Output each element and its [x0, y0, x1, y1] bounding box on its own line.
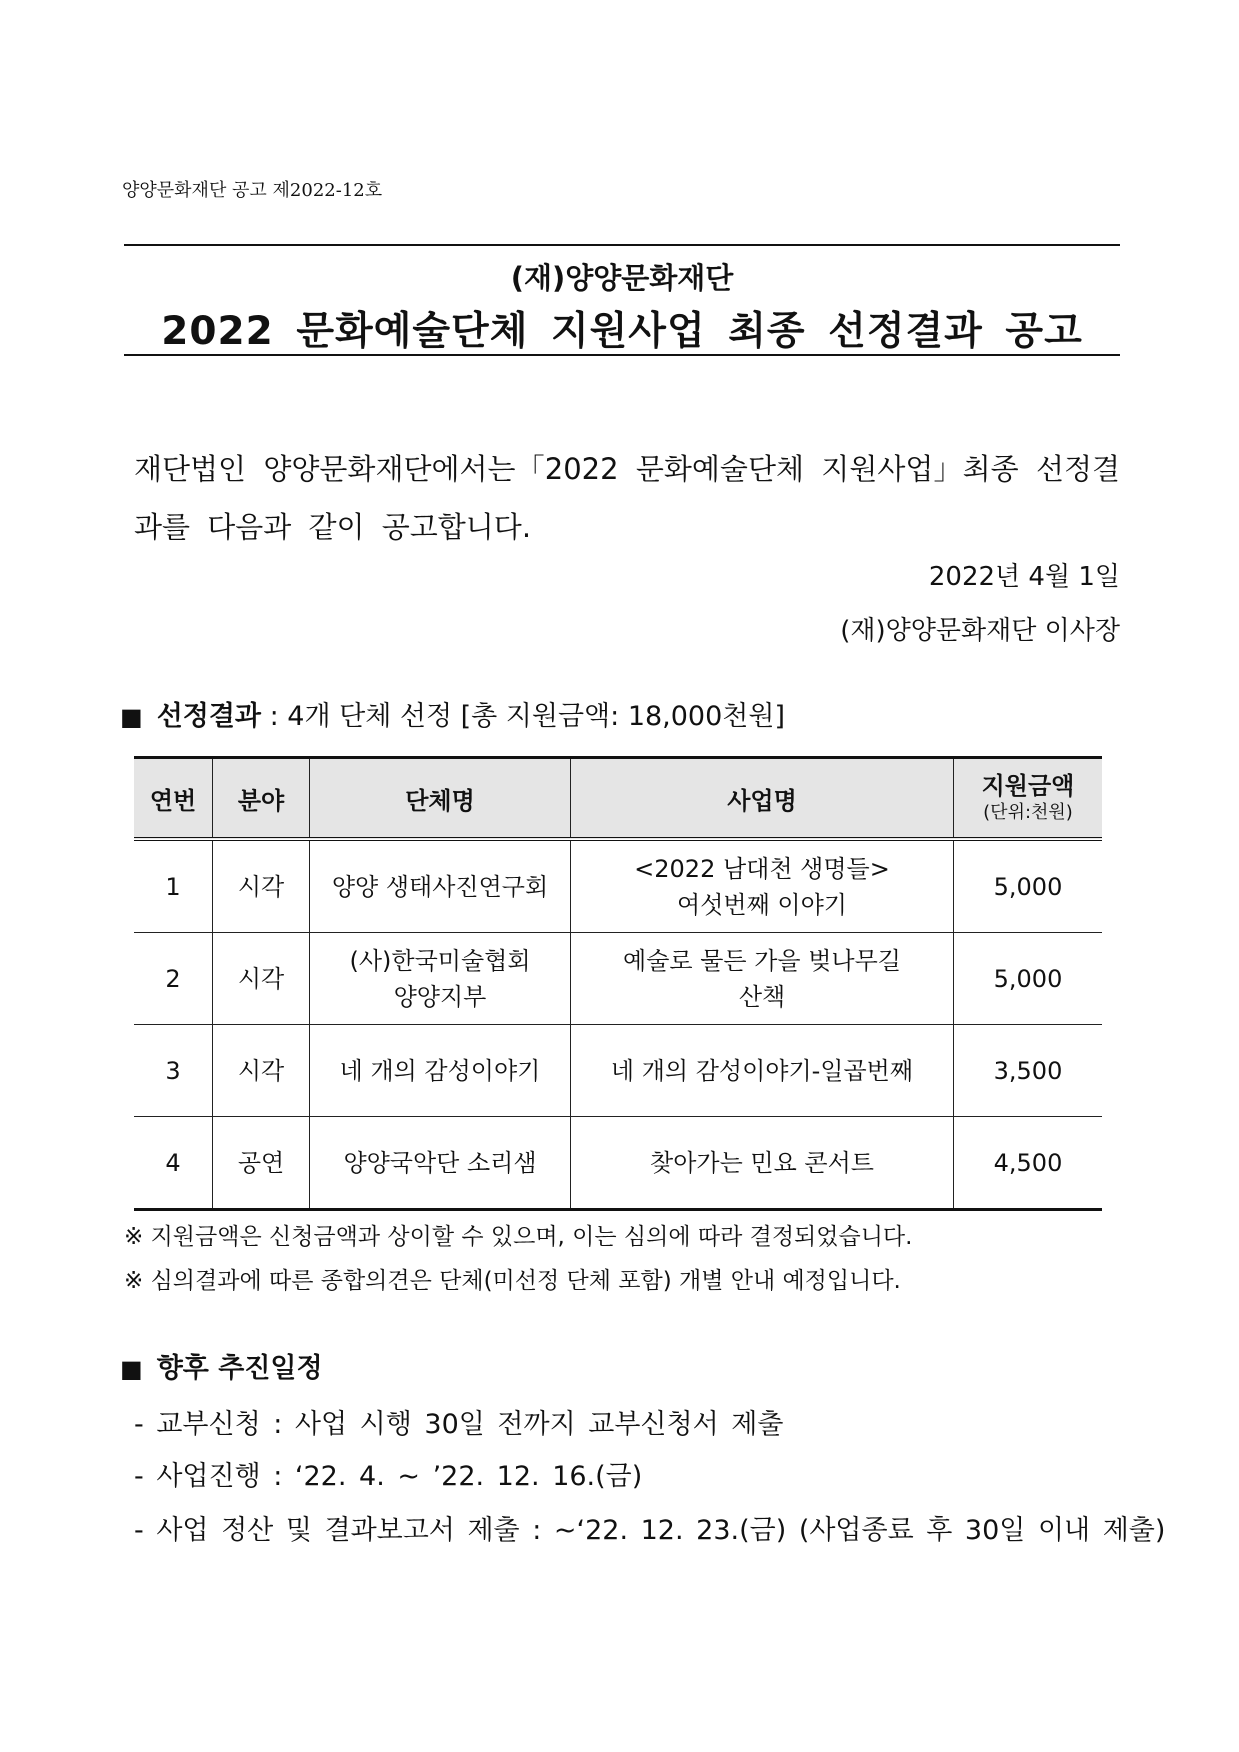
notice-date: 2022년 4월 1일 — [928, 562, 1120, 592]
group-line: (사)한국미술협회 — [349, 946, 531, 975]
schedule-item: - 교부신청 : 사업 시행 30일 전까지 교부신청서 제출 — [134, 1409, 784, 1440]
col-field-header: 분야 — [213, 758, 310, 840]
col-no-header: 연번 — [134, 758, 213, 840]
group-line: 양양지부 — [393, 982, 487, 1011]
intro-paragraph: 재단법인 양양문화재단에서는「2022 문화예술단체 지원사업」최종 선정결과를 다음과 같이 공고합니다. — [134, 452, 1120, 544]
note-opinion: ※ 심의결과에 따른 종합의견은 단체(미선정 단체 포함) 개별 안내 예정입니다. — [124, 1268, 901, 1294]
org-title: (재)양양문화재단 — [510, 261, 734, 295]
row-amount: 4,500 — [954, 1117, 1103, 1210]
row-field: 시각 — [213, 1025, 310, 1117]
row-group — [310, 933, 571, 1025]
col-amount-header — [954, 758, 1103, 840]
project-line: <2022 남대천 생명들> — [634, 854, 890, 883]
square-bullet-icon: ■ — [120, 703, 143, 731]
schedule-heading — [120, 1346, 323, 1385]
col-group-header: 단체명 — [310, 758, 571, 840]
row-group — [310, 839, 571, 933]
row-amount: 5,000 — [954, 933, 1103, 1025]
row-field: 시각 — [213, 839, 310, 933]
notice-number: 양양문화재단 공고 제2022-12호 — [122, 180, 383, 201]
results-label: 선정결과 — [156, 701, 262, 732]
row-project — [571, 839, 954, 933]
row-project — [571, 1117, 954, 1210]
project-line: 여섯번째 이야기 — [677, 890, 847, 919]
row-no: 2 — [134, 933, 213, 1025]
project-line: 네 개의 감성이야기-일곱번째 — [610, 1056, 914, 1085]
schedule-label: 향후 추진일정 — [156, 1353, 323, 1384]
row-no: 1 — [134, 839, 213, 933]
col-project-header: 사업명 — [571, 758, 954, 840]
table-row — [134, 839, 1102, 933]
row-group — [310, 1117, 571, 1210]
row-project — [571, 933, 954, 1025]
page-title: 2022 문화예술단체 지원사업 최종 선정결과 공고 — [161, 309, 1083, 354]
title-top-rule — [124, 244, 1120, 246]
row-field: 공연 — [213, 1117, 310, 1210]
results-summary: : 4개 단체 선정 [총 지원금액: 18,000천원] — [261, 701, 785, 732]
row-project — [571, 1025, 954, 1117]
group-line: 양양 생태사진연구회 — [331, 872, 549, 901]
title-bottom-rule — [124, 354, 1120, 356]
row-group — [310, 1025, 571, 1117]
group-line: 네 개의 감성이야기 — [339, 1056, 541, 1085]
table-row — [134, 1025, 1102, 1117]
row-no: 3 — [134, 1025, 213, 1117]
group-line: 양양국악단 소리샘 — [343, 1148, 537, 1177]
square-bullet-icon: ■ — [120, 1355, 143, 1383]
table-header-row — [134, 758, 1102, 840]
results-heading — [120, 694, 785, 733]
table-row — [134, 1117, 1102, 1210]
notice-signer: (재)양양문화재단 이사장 — [840, 616, 1120, 646]
table-row — [134, 933, 1102, 1025]
project-line: 찾아가는 민요 콘서트 — [650, 1148, 874, 1177]
row-field: 시각 — [213, 933, 310, 1025]
row-amount: 5,000 — [954, 839, 1103, 933]
results-table — [134, 756, 1102, 1211]
amount-unit-label: (단위:천원) — [983, 802, 1073, 823]
row-amount: 3,500 — [954, 1025, 1103, 1117]
schedule-item: - 사업진행 : ‘22. 4. ~ ’22. 12. 16.(금) — [134, 1461, 643, 1492]
note-amount: ※ 지원금액은 신청금액과 상이할 수 있으며, 이는 심의에 따라 결정되었습니다. — [124, 1224, 913, 1250]
project-line: 산책 — [738, 982, 786, 1011]
row-no: 4 — [134, 1117, 213, 1210]
project-line: 예술로 물든 가을 벚나무길 — [623, 946, 901, 975]
amount-header-label: 지원금액 — [981, 772, 1075, 800]
schedule-item: - 사업 정산 및 결과보고서 제출 : ~‘22. 12. 23.(금) (사업종료 후 30일 이내 제출) — [134, 1515, 1166, 1546]
